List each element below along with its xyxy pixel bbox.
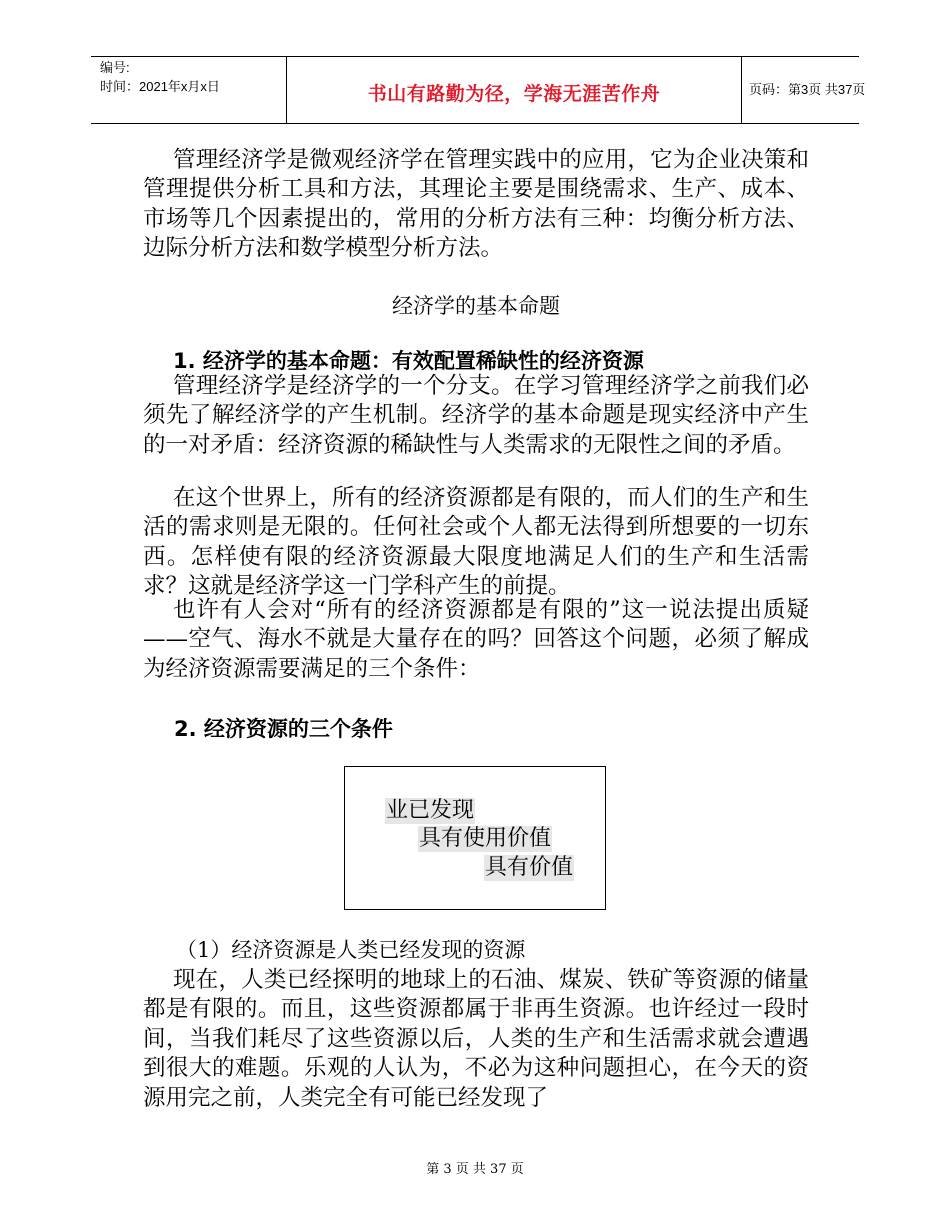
- figure-item-use-value: 具有使用价值: [419, 826, 552, 851]
- header-left-cell: [91, 57, 286, 123]
- three-conditions-figure: [344, 766, 606, 910]
- section-1-paragraph-2: 在这个世界上，所有的经济资源都是有限的，而人们的生产和生活的需求则是无限的。任何社会或个人都无法得到所想要的一切东西。怎样使有限的经济资源最大限度地满足人们的生产和生活需求？这就是经济学这一门学科产生的前提。: [143, 485, 809, 600]
- document-time-label: 时间：2021年x月x日: [100, 79, 220, 94]
- section-1-paragraph-1: 管理经济学是经济学的一个分支。在学习管理经济学之前我们必须先了解经济学的产生机制。经济学的基本命题是现实经济中产生的一对矛盾：经济资源的稀缺性与人类需求的无限性之间的矛盾。: [143, 373, 809, 458]
- header-page-info: 页码：第3页 共37页: [749, 82, 866, 97]
- section-1-title: 1. 经济学的基本命题：有效配置稀缺性的经济资源: [173, 349, 644, 373]
- subsection-1-paragraph: 现在，人类已经探明的地球上的石油、煤炭、铁矿等资源的储量都是有限的。而且，这些资源都属于非再生资源。也许经过一段时间，当我们耗尽了这些资源以后，人类的生产和生活需求就会遭遇到很大的难题。乐观的人认为，不必为这种问题担心，在今天的资源用完之前，人类完全有可能已经发现了: [143, 967, 809, 1111]
- subsection-1-title: （1）经济资源是人类已经发现的资源: [176, 938, 526, 962]
- header-motto: 书山有路勤为径，学海无涯苦作舟: [367, 83, 661, 105]
- page-footer: 第 3 页 共 37 页: [426, 1162, 524, 1177]
- document-number-label: 编号:: [100, 60, 130, 75]
- header-motto-cell: [286, 57, 742, 123]
- section-heading-centered: 经济学的基本命题: [392, 294, 560, 318]
- page-header: [91, 56, 866, 124]
- figure-item-discovered: 业已发现: [386, 798, 475, 823]
- figure-item-value: 具有价值: [485, 855, 574, 880]
- header-right-cell: [741, 57, 866, 123]
- intro-paragraph: 管理经济学是微观经济学在管理实践中的应用，它为企业决策和管理提供分析工具和方法，其理论主要是围绕需求、生产、成本、市场等几个因素提出的，常用的分析方法有三种：均衡分析方法、边际分析方法和数学模型分析方法。: [143, 147, 809, 262]
- section-1-paragraph-3: 也许有人会对“所有的经济资源都是有限的”这一说法提出质疑——空气、海水不就是大量存在的吗？回答这个问题，必须了解成为经济资源需要满足的三个条件：: [143, 597, 809, 682]
- section-2-title: 2. 经济资源的三个条件: [174, 717, 393, 741]
